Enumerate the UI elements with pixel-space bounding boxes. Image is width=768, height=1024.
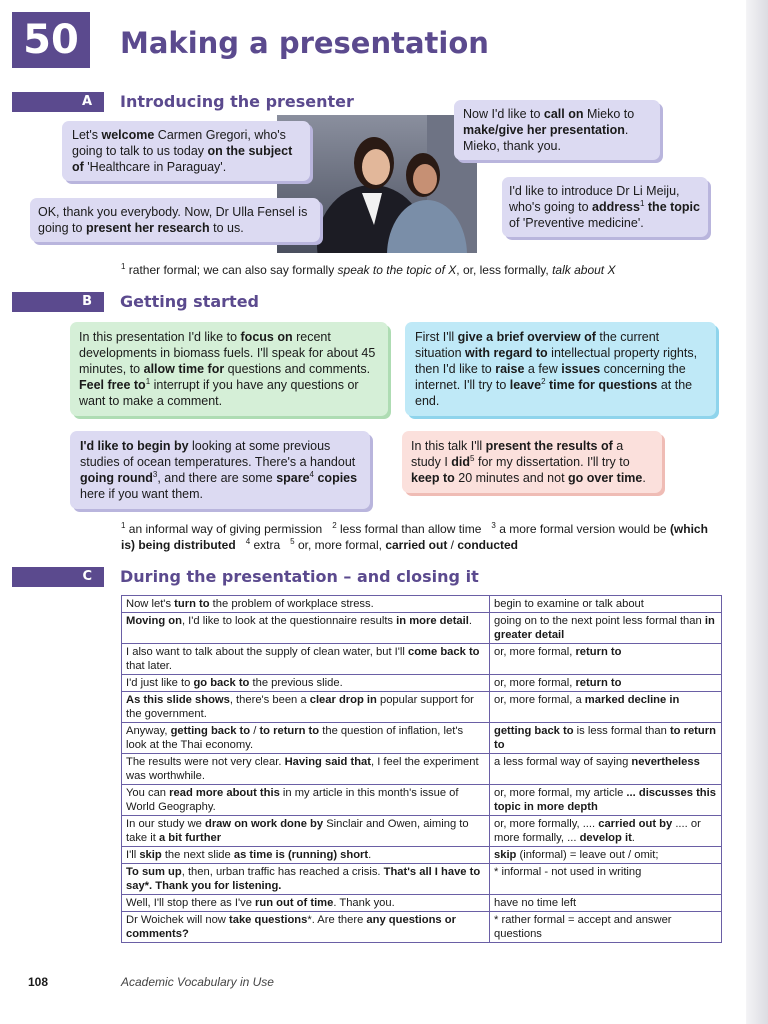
- table-row: [122, 644, 722, 675]
- section-b-label: B: [12, 292, 104, 312]
- phrase-cell: In our study we draw on work done by Sinclair and Owen, aiming to take it a bit further: [122, 816, 490, 847]
- speech-bubble-begin-by: I'd like to begin by looking at some previous studies of ocean temperatures. There's a handout going round$^3$, and there are some spare$^4$ copies here if you want them.: [70, 431, 370, 509]
- explanation-cell: * informal - not used in writing: [490, 864, 722, 895]
- section-a-title: Introducing the presenter: [120, 92, 354, 111]
- explanation-cell: * rather formal = accept and answer questions: [490, 912, 722, 943]
- phrase-cell: Well, I'll stop there as I've run out of time. Thank you.: [122, 895, 490, 912]
- table-row: [122, 912, 722, 943]
- section-b-title: Getting started: [120, 292, 259, 311]
- speech-bubble-call-on: Now I'd like to call on Mieko to make/give her presentation. Mieko, thank you.: [454, 100, 660, 160]
- unit-number: 50: [12, 12, 90, 68]
- phrase-cell: As this slide shows, there's been a clear drop in popular support for the government.: [122, 692, 490, 723]
- phrases-table: [121, 595, 722, 943]
- explanation-cell: or, more formally, .... carried out by .... or more formally, ... develop it.: [490, 816, 722, 847]
- table-row: [122, 847, 722, 864]
- phrase-cell: I'll skip the next slide as time is (running) short.: [122, 847, 490, 864]
- phrase-cell: The results were not very clear. Having said that, I feel the experiment was worthwhile.: [122, 754, 490, 785]
- explanation-cell: a less formal way of saying nevertheless: [490, 754, 722, 785]
- table-row: [122, 816, 722, 847]
- explanation-cell: going on to the next point less formal than in greater detail: [490, 613, 722, 644]
- section-c-title: During the presentation – and closing it: [120, 567, 479, 586]
- page-number: 108: [28, 975, 49, 989]
- phrase-cell: To sum up, then, urban traffic has reached a crisis. That's all I have to say*. Thank you for listening.: [122, 864, 490, 895]
- speech-bubble-welcome: Let's welcome Carmen Gregori, who's going to talk to us today on the subject of 'Healthcare in Paraguay'.: [62, 121, 310, 181]
- explanation-cell: skip (informal) = leave out / omit;: [490, 847, 722, 864]
- book-title: Academic Vocabulary in Use: [121, 975, 274, 989]
- footnote-a: $^1$ rather formal; we can also say formally speak to the topic of X, or, less formally, talk about X: [121, 262, 616, 277]
- table-row: [122, 723, 722, 754]
- phrase-cell: I'd just like to go back to the previous slide.: [122, 675, 490, 692]
- table-row: [122, 596, 722, 613]
- speech-bubble-focus-on: In this presentation I'd like to focus on recent developments in biomass fuels. I'll speak for about 45 minutes, to allow time for questions and comments. Feel free $to^1$ interrupt if you have any questions or want to make a comment.: [70, 322, 388, 416]
- explanation-cell: begin to examine or talk about: [490, 596, 722, 613]
- table-row: [122, 895, 722, 912]
- table-row: [122, 675, 722, 692]
- section-c-label: C: [12, 567, 104, 587]
- phrase-cell: I also want to talk about the supply of clean water, but I'll come back to that later.: [122, 644, 490, 675]
- table-row: [122, 613, 722, 644]
- table-row: [122, 754, 722, 785]
- explanation-cell: getting back to is less formal than to return to: [490, 723, 722, 754]
- phrase-cell: Moving on, I'd like to look at the questionnaire results in more detail.: [122, 613, 490, 644]
- footnote-b: $^1$ an informal way of giving permission $^2$ less formal than allow time $^3$ a more formal version would be (which is) being distributed $^4$ extra $^5$ or, more formal, carried out / conducted: [121, 521, 712, 552]
- speech-bubble-present-research: OK, thank you everybody. Now, Dr Ulla Fensel is going to present her research to us.: [30, 198, 320, 242]
- unit-title: Making a presentation: [120, 26, 489, 60]
- explanation-cell: or, more formal, my article ... discusses this topic in more depth: [490, 785, 722, 816]
- table-row: [122, 864, 722, 895]
- explanation-cell: have no time left: [490, 895, 722, 912]
- section-a-label: A: [12, 92, 104, 112]
- table-row: [122, 785, 722, 816]
- phrase-cell: Anyway, getting back to / to return to the question of inflation, let's look at the Thai economy.: [122, 723, 490, 754]
- phrase-cell: You can read more about this in my article in this month's issue of World Geography.: [122, 785, 490, 816]
- speech-bubble-brief-overview: First I'll give a brief overview of the current situation with regard to intellectual property rights, then I'd like to raise a few issues concerning the internet. I'll try to leave$^2$ time for questions at the end.: [405, 322, 716, 416]
- phrase-cell: Dr Woichek will now take questions*. Are there any questions or comments?: [122, 912, 490, 943]
- explanation-cell: or, more formal, a marked decline in: [490, 692, 722, 723]
- explanation-cell: or, more formal, return to: [490, 675, 722, 692]
- speech-bubble-present-results: In this talk I'll present the results of a study I did$^5$ for my dissertation. I'll try to keep to 20 minutes and not go over time.: [402, 431, 662, 493]
- speech-bubble-address-topic: I'd like to introduce Dr Li Meiju, who's going to address$^1$ the topic of 'Preventive medicine'.: [502, 177, 708, 237]
- table-row: [122, 692, 722, 723]
- explanation-cell: or, more formal, return to: [490, 644, 722, 675]
- page-edge-shadow: [746, 0, 768, 1024]
- phrase-cell: Now let's turn to the problem of workplace stress.: [122, 596, 490, 613]
